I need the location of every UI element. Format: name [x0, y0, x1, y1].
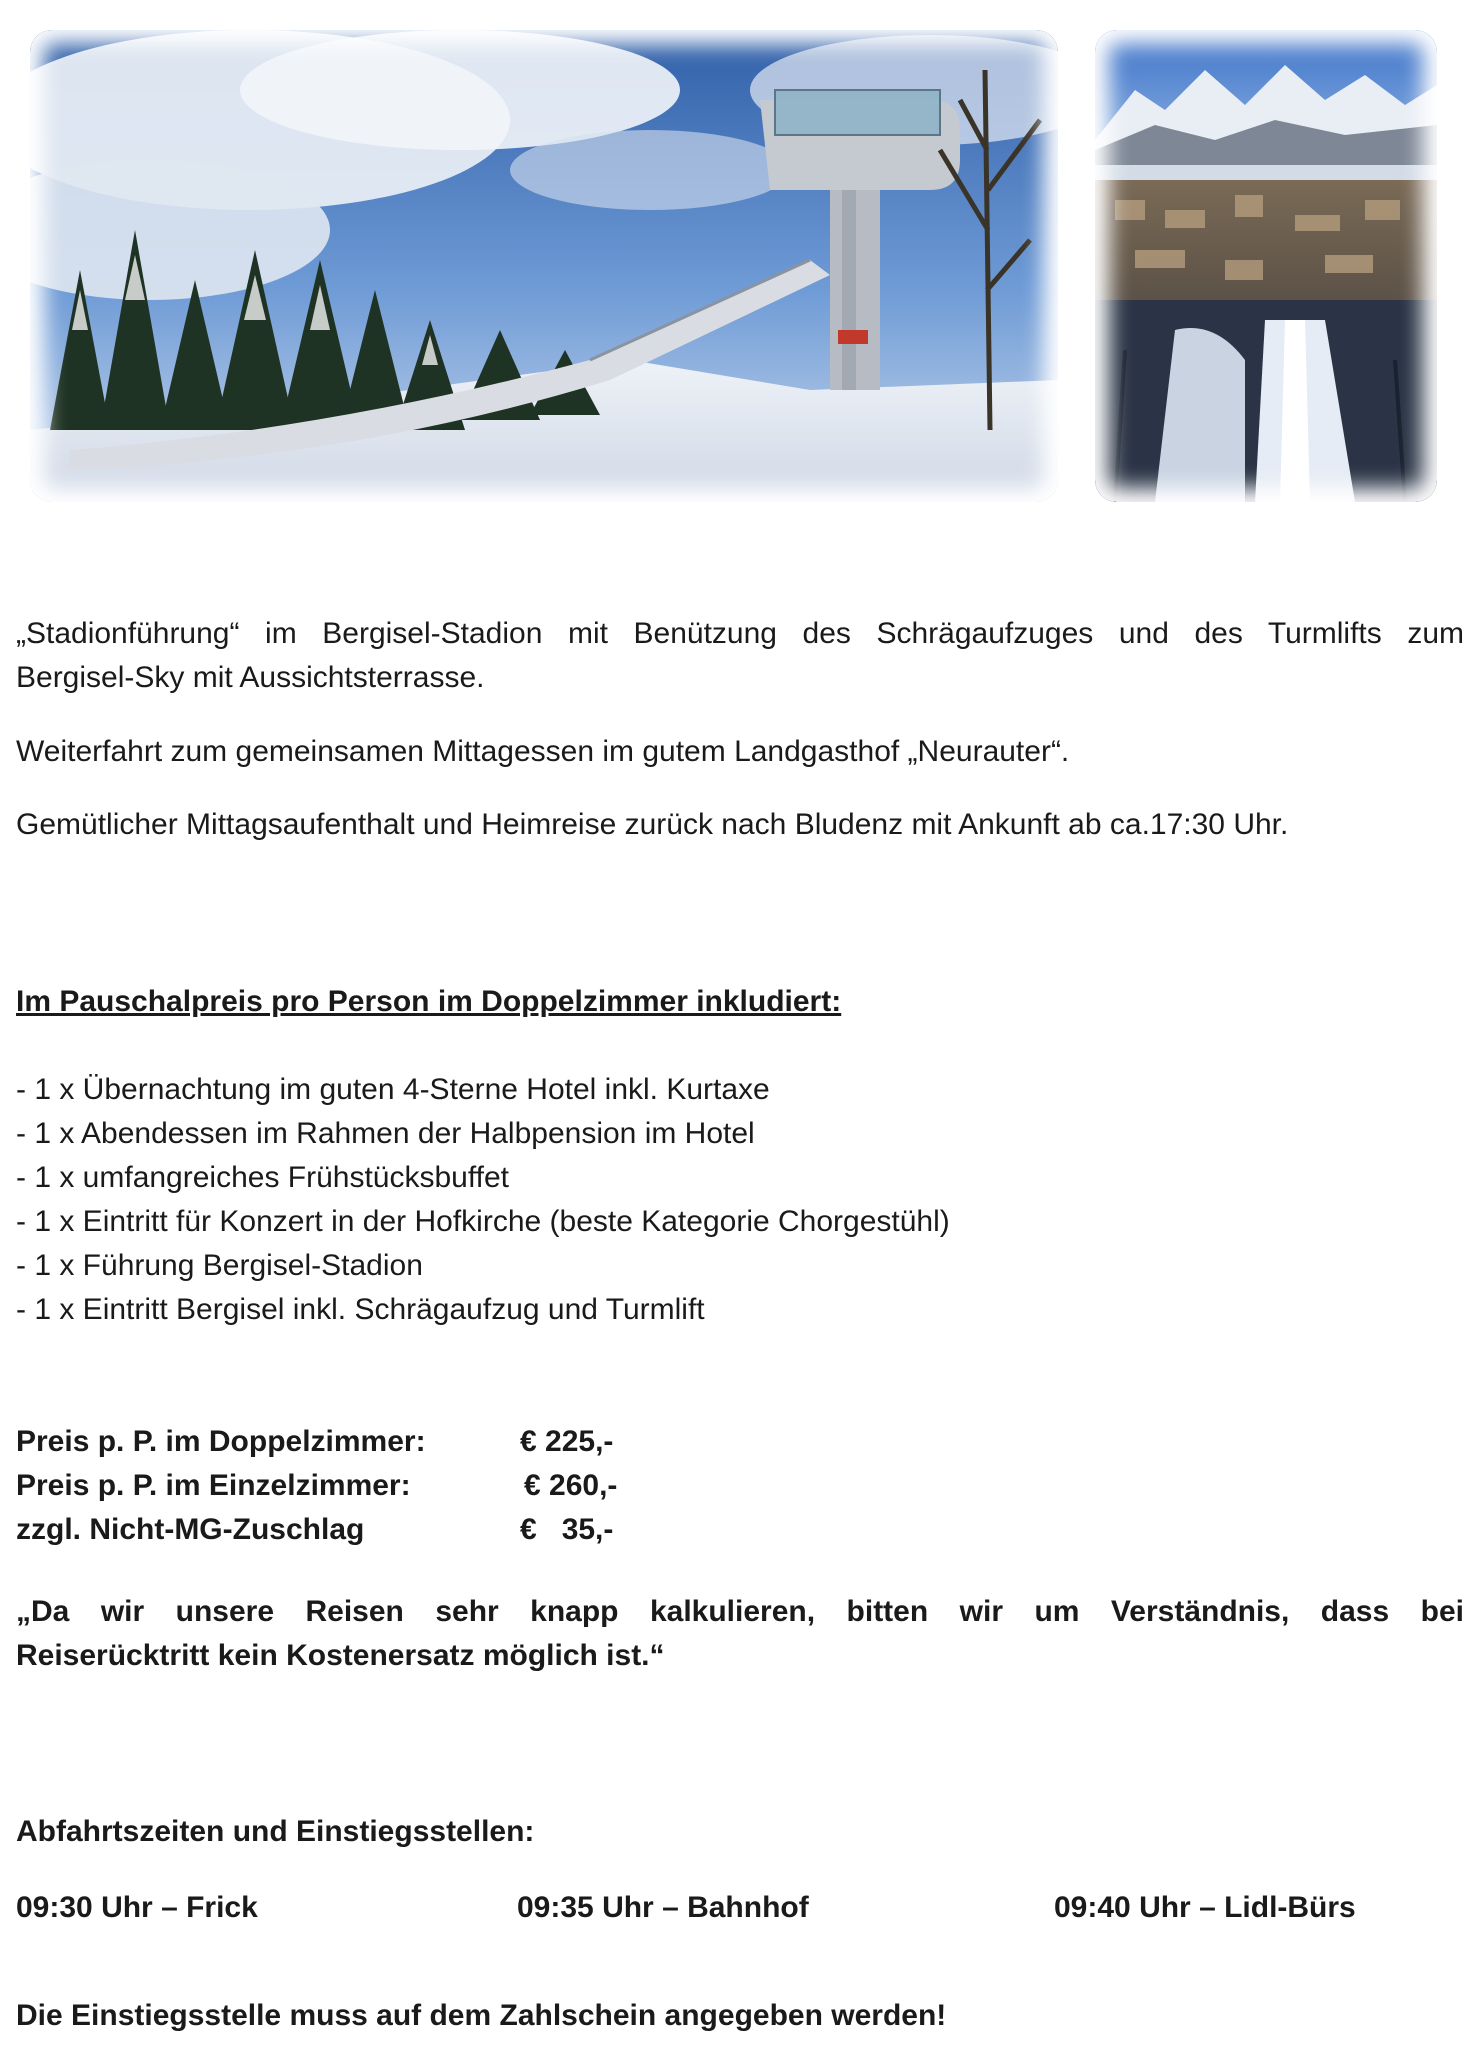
included-list — [16, 1068, 950, 1332]
included-item: - 1 x Eintritt für Konzert in der Hofkirche (beste Kategorie Chorgestühl) — [16, 1205, 950, 1238]
price-value: € 35,- — [520, 1513, 614, 1546]
price-value: € 260,- — [524, 1469, 618, 1502]
cancellation-note — [16, 1590, 1464, 1678]
intro-line-2: Bergisel-Sky mit Aussichtsterrasse. — [16, 661, 485, 694]
bergisel-ski-jump-photo — [30, 30, 1058, 502]
price-value: € 225,- — [520, 1425, 614, 1458]
included-item: - 1 x Übernachtung im guten 4-Sterne Hotel inkl. Kurtaxe — [16, 1073, 770, 1106]
innsbruck-illustration — [1095, 30, 1437, 502]
price-label: zzgl. Nicht-MG-Zuschlag — [16, 1513, 365, 1546]
cancellation-line-1: „Da wir unsere Reisen sehr knapp kalkulieren, bitten wir um Verständnis, dass bei — [16, 1595, 1464, 1628]
intro-line-1: „Stadionführung“ im Bergisel-Stadion mit Benützung des Schrägaufzuges und des Turmlifts zum — [16, 617, 1464, 650]
return-paragraph: Gemütlicher Mittagsaufenthalt und Heimreise zurück nach Bludenz mit Ankunft ab ca.17:30 Uhr. — [16, 808, 1289, 841]
departures-heading: Abfahrtszeiten und Einstiegsstellen: — [16, 1815, 535, 1848]
included-item: - 1 x Eintritt Bergisel inkl. Schrägaufzug und Turmlift — [16, 1293, 705, 1326]
included-heading: Im Pauschalpreis pro Person im Doppelzimmer inkludiert: — [16, 985, 842, 1018]
departure-stop: 09:30 Uhr – Frick — [16, 1891, 258, 1924]
cancellation-line-2: Reiserücktritt kein Kostenersatz möglich ist.“ — [16, 1639, 665, 1672]
intro-paragraph — [16, 612, 1464, 700]
boarding-notice: Die Einstiegsstelle muss auf dem Zahlschein angegeben werden! — [16, 1999, 947, 2032]
ski-jump-illustration — [30, 30, 1058, 502]
included-item: - 1 x Führung Bergisel-Stadion — [16, 1249, 423, 1282]
lunch-paragraph: Weiterfahrt zum gemeinsamen Mittagessen im gutem Landgasthof „Neurauter“. — [16, 735, 1070, 768]
included-item: - 1 x umfangreiches Frühstücksbuffet — [16, 1161, 510, 1194]
departure-stop: 09:40 Uhr – Lidl-Bürs — [1054, 1891, 1356, 1924]
price-label: Preis p. P. im Doppelzimmer: — [16, 1425, 426, 1458]
included-item: - 1 x Abendessen im Rahmen der Halbpension im Hotel — [16, 1117, 755, 1150]
departure-stop: 09:35 Uhr – Bahnhof — [517, 1891, 809, 1924]
price-label: Preis p. P. im Einzelzimmer: — [16, 1469, 411, 1502]
innsbruck-view-photo — [1095, 30, 1437, 502]
